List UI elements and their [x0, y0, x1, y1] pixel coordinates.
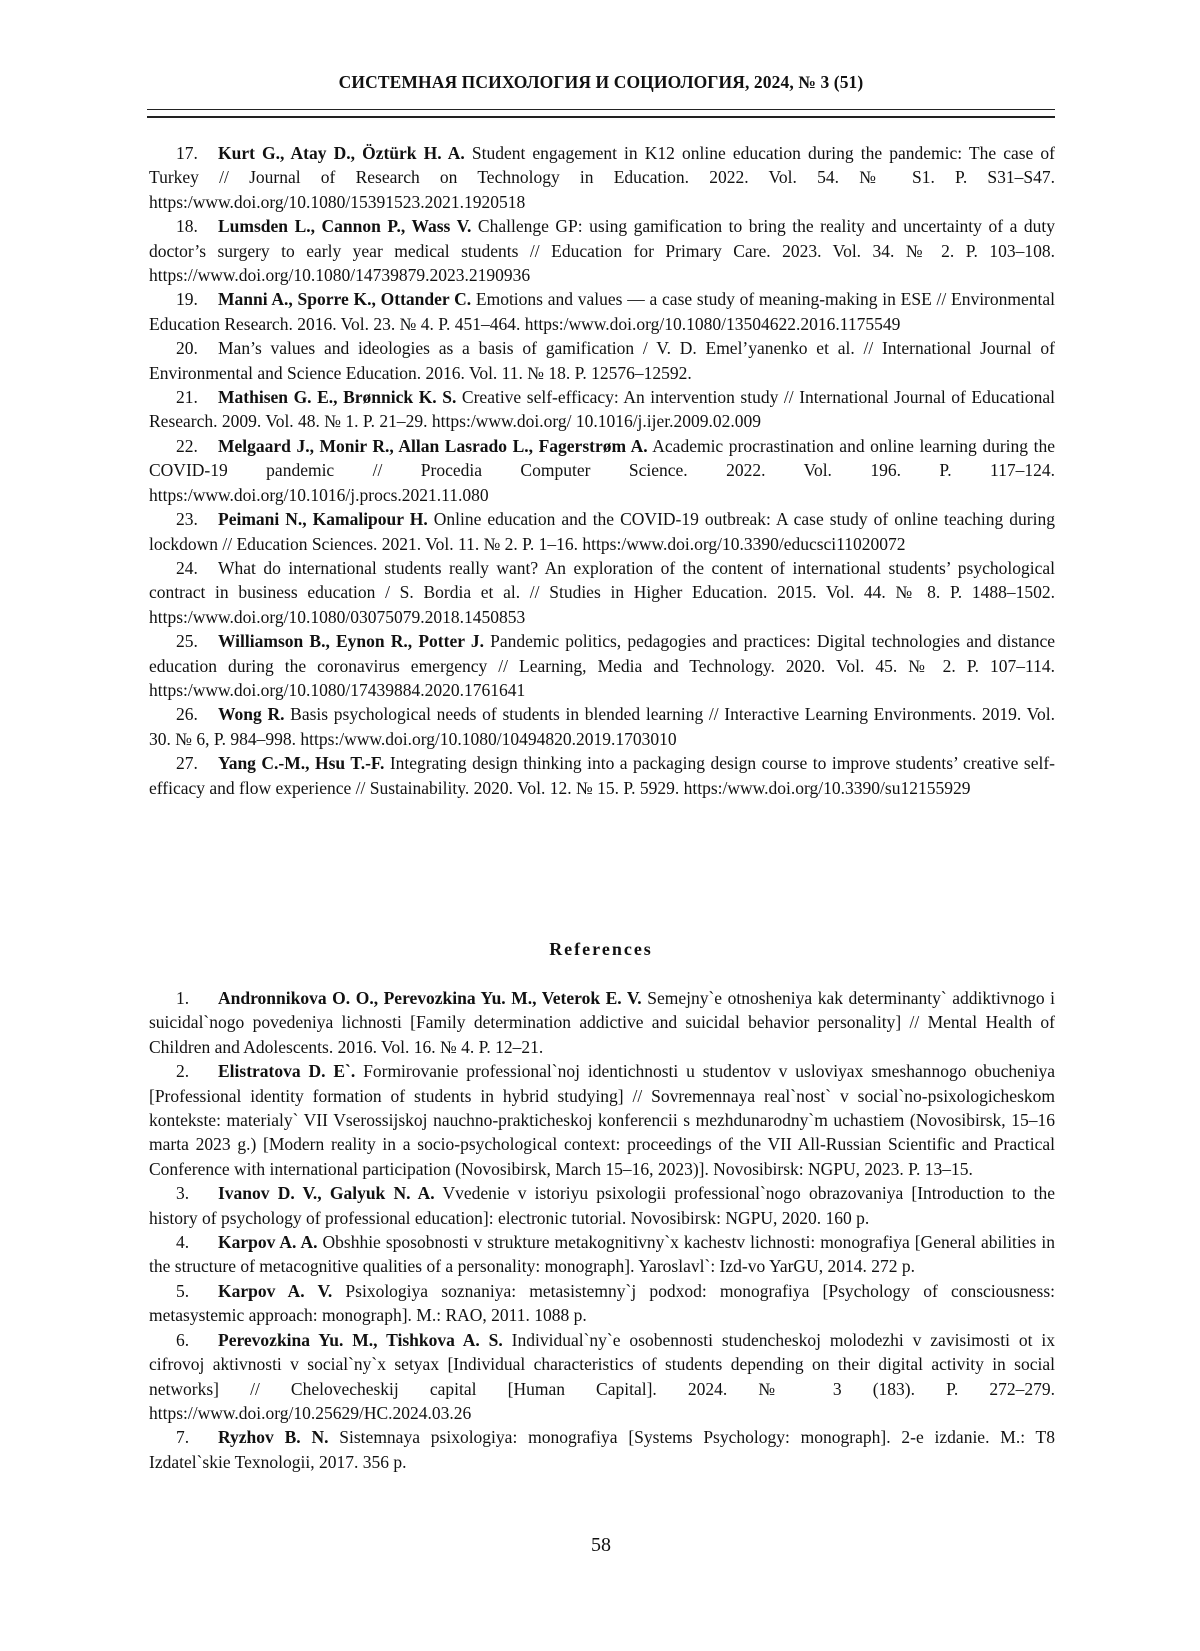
reference-text: Individual`ny`e osobennosti studencheskoj molodezhi v zavisimosti ot ix cifrovoj aktivnosti v social`ny`x setyax [Individual characteristics of students depending on their digital activity in social networks] // Chelovecheskij capital [Human Capital]. 2024. № 3 (183). P. 272–279. https://www.doi.org/10.25629/HC.2024.03.26	[149, 1330, 1055, 1423]
reference-entry	[149, 214, 1055, 287]
reference-text: Academic procrastination and online learning during the COVID-19 pandemic // Procedia Computer Science. 2022. Vol. 196. P. 117–124. https:/www.doi.org/10.1016/j.procs.2021.11.080	[149, 436, 1055, 505]
reference-number: 1.	[176, 986, 218, 1010]
reference-number: 2.	[176, 1059, 218, 1083]
reference-number: 18.	[176, 214, 218, 238]
reference-authors: Ryzhov B. N.	[218, 1427, 328, 1447]
reference-number: 7.	[176, 1425, 218, 1449]
reference-authors: Karpov A. V.	[218, 1281, 332, 1301]
reference-entry	[149, 385, 1055, 434]
reference-authors: Ivanov D. V., Galyuk N. A.	[218, 1183, 435, 1203]
reference-entry	[149, 1328, 1055, 1426]
reference-entry	[149, 1059, 1055, 1181]
reference-authors: Mathisen G. E., Brønnick K. S.	[218, 387, 456, 407]
reference-number: 6.	[176, 1328, 218, 1352]
reference-authors: Manni A., Sporre K., Ottander C.	[218, 289, 471, 309]
header-rule-thin	[147, 109, 1055, 110]
reference-entry	[149, 507, 1055, 556]
reference-entry	[149, 1230, 1055, 1279]
reference-authors: Peimani N., Kamalipour H.	[218, 509, 428, 529]
reference-number: 3.	[176, 1181, 218, 1205]
reference-text: Man’s values and ideologies as a basis of gamification / V. D. Emel’yanenko et al. // International Journal of Environmental and Science Education. 2016. Vol. 11. № 18. P. 12576–12592.	[149, 338, 1055, 382]
reference-entry	[149, 1425, 1055, 1474]
references-title: References	[147, 939, 1055, 960]
reference-authors: Elistratova D. E`.	[218, 1061, 355, 1081]
reference-authors: Melgaard J., Monir R., Allan Lasrado L., Fagerstrøm A.	[218, 436, 648, 456]
reference-number: 19.	[176, 287, 218, 311]
reference-text: Integrating design thinking into a packaging design course to improve students’ creative self-efficacy and flow experience // Sustainability. 2020. Vol. 12. № 15. P. 5929. https:/www.doi.org/10.3390/su12155929	[149, 753, 1055, 797]
reference-text: Pandemic politics, pedagogies and practices: Digital technologies and distance education during the coronavirus emergency // Learning, Media and Technology. 2020. Vol. 45. № 2. P. 107–114. https:/www.doi.org/10.1080/17439884.2020.1761641	[149, 631, 1055, 700]
reference-number: 20.	[176, 336, 218, 360]
reference-text: Creative self-efficacy: An intervention study // International Journal of Educational Research. 2009. Vol. 48. № 1. P. 21–29. https:/www.doi.org/ 10.1016/j.ijer.2009.02.009	[149, 387, 1055, 431]
reference-text: Obshhie sposobnosti v strukture metakognitivny`x kachestv lichnosti: monografiya [General abilities in the structure of metacognitive qualities of a personality: monograph]. Yaroslavl`: Izd-vo YarGU, 2014. 272 p.	[149, 1232, 1055, 1276]
reference-entry	[149, 434, 1055, 507]
reference-text: Basis psychological needs of students in blended learning // Interactive Learning Environments. 2019. Vol. 30. № 6, P. 984–998. https:/www.doi.org/10.1080/10494820.2019.1703010	[149, 704, 1055, 748]
reference-entry	[149, 141, 1055, 214]
reference-number: 17.	[176, 141, 218, 165]
reference-authors: Lumsden L., Cannon P., Wass V.	[218, 216, 471, 236]
reference-entry	[149, 1279, 1055, 1328]
reference-text: Challenge GP: using gamification to bring the reality and uncertainty of a duty doctor’s surgery to early year medical students // Education for Primary Care. 2023. Vol. 34. № 2. P. 103–108. https://www.doi.org/10.1080/14739879.2023.2190936	[149, 216, 1055, 285]
reference-entry	[149, 629, 1055, 702]
reference-number: 22.	[176, 434, 218, 458]
reference-authors: Perevozkina Yu. M., Tishkova A. S.	[218, 1330, 503, 1350]
reference-number: 4.	[176, 1230, 218, 1254]
header-rule-thick	[147, 116, 1055, 118]
reference-entry	[149, 556, 1055, 629]
reference-number: 26.	[176, 702, 218, 726]
reference-authors: Karpov A. A.	[218, 1232, 317, 1252]
reference-authors: Andronnikova O. O., Perevozkina Yu. M., Veterok E. V.	[218, 988, 642, 1008]
reference-number: 24.	[176, 556, 218, 580]
reference-number: 27.	[176, 751, 218, 775]
references-list	[149, 986, 1055, 1474]
reference-authors: Yang C.-M., Hsu T.-F.	[218, 753, 384, 773]
reference-entry	[149, 287, 1055, 336]
reference-text: Student engagement in K12 online education during the pandemic: The case of Turkey // Journal of Research on Technology in Education. 2022. Vol. 54. № S1. P. S31–S47. https:/www.doi.org/10.1080/15391523.2021.1920518	[149, 143, 1055, 212]
reference-text: Formirovanie professional`noj identichnosti u studentov v usloviyax smeshannogo obucheniya [Professional identity formation of students in hybrid studying] // Sovremennaya real`nost` v social`no-psixologicheskom kontekste: materialy` VII Vserossijskoj nauchno-prakticheskoj konferencii s mezhdunarodny`m uchastiem (Novosibirsk, 15–16 marta 2023 g.) [Modern reality in a socio-psychological context: proceedings of the VII All-Russian Scientific and Practical Conference with international participation (Novosibirsk, March 15–16, 2023)]. Novosibirsk: NGPU, 2023. P. 13–15.	[149, 1061, 1055, 1179]
reference-text: What do international students really want? An exploration of the content of international students’ psychological contract in business education / S. Bordia et al. // Studies in Higher Education. 2015. Vol. 44. № 8. P. 1488–1502. https:/www.doi.org/10.1080/03075079.2018.1450853	[149, 558, 1055, 627]
reference-number: 23.	[176, 507, 218, 531]
reference-authors: Wong R.	[218, 704, 284, 724]
reference-number: 21.	[176, 385, 218, 409]
reference-text: Emotions and values — a case study of meaning-making in ESE // Environmental Education Research. 2016. Vol. 23. № 4. P. 451–464. https:/www.doi.org/10.1080/13504622.2016.1175549	[149, 289, 1055, 333]
reference-number: 25.	[176, 629, 218, 653]
page-number: 58	[147, 1534, 1055, 1557]
reference-entry	[149, 986, 1055, 1059]
reference-entry	[149, 751, 1055, 800]
reference-number: 5.	[176, 1279, 218, 1303]
reference-text: Semejny`e otnosheniya kak determinanty` addiktivnogo i suicidal`nogo povedeniya lichnosti [Family determination addictive and suicidal behavior personality] // Mental Health of Children and Adolescents. 2016. Vol. 16. № 4. P. 12–21.	[149, 988, 1055, 1057]
reference-authors: Williamson B., Eynon R., Potter J.	[218, 631, 484, 651]
reference-text: Psixologiya soznaniya: metasistemny`j podxod: monografiya [Psychology of consciousness: metasystemic approach: monograph]. M.: RAO, 2011. 1088 p.	[149, 1281, 1055, 1325]
reference-authors: Kurt G., Atay D., Öztürk H. A.	[218, 143, 465, 163]
reference-text: Vvedenie v istoriyu psixologii professional`nogo obrazovaniya [Introduction to the history of psychology of professional education]: electronic tutorial. Novosibirsk: NGPU, 2020. 160 p.	[149, 1183, 1055, 1227]
journal-header: СИСТЕМНАЯ ПСИХОЛОГИЯ И СОЦИОЛОГИЯ, 2024, № 3 (51)	[147, 72, 1055, 93]
reference-entry	[149, 1181, 1055, 1230]
bibliography-list	[149, 141, 1055, 800]
reference-text: Sistemnaya psixologiya: monografiya [Systems Psychology: monograph]. 2-e izdanie. M.: T8 Izdatel`skie Texnologii, 2017. 356 p.	[149, 1427, 1055, 1471]
reference-text: Online education and the COVID-19 outbreak: A case study of online teaching during lockdown // Education Sciences. 2021. Vol. 11. № 2. P. 1–16. https:/www.doi.org/10.3390/educsci11020072	[149, 509, 1055, 553]
reference-entry	[149, 336, 1055, 385]
reference-entry	[149, 702, 1055, 751]
